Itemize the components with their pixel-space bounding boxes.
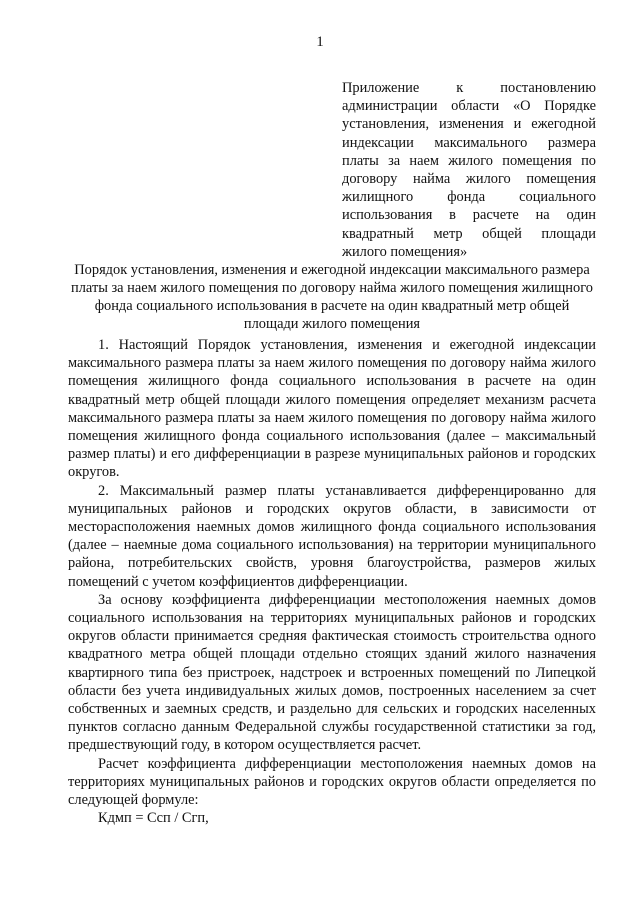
document-body: [68, 336, 596, 827]
formula: Кдмп = Сcп / Сгп,: [98, 810, 209, 827]
paragraph-3: За основу коэффициента дифференциации местоположения наемных домов социального использования на территориях муниципальных районов и городских округов области принимается средняя фактическая стоимость строительства одного квадратного метра общей площади отдельно стоящих зданий жилого назначения квартирного типа без пристроек, надстроек и встроенных помещений по Липецкой области без учета индивидуальных жилых домов, построенных населением за счет собственных и заемных средств, и раздельно для сельских и городских населенных пунктов согласно данным Федеральной службы государственной статистики за год, предшествующий году, в котором осуществляется расчет.: [68, 591, 596, 754]
annex-note: Приложение к постановлению администрации области «О Порядке установления, изменения и ежегодной индексации максимального размера платы за наем жилого помещения по договору найма жилого помещения жилищного фонда социального использования в расчете на один квадратный метр общей площади жилого помещения»: [342, 80, 596, 260]
paragraph-4: Расчет коэффициента дифференциации местоположения наемных домов на территориях муниципальных районов и городских округов области определяется по следующей формуле:: [68, 755, 596, 809]
page-number: 1: [316, 34, 324, 50]
paragraph-1: 1. Настоящий Порядок установления, изменения и ежегодной индексации максимального размера платы за наем жилого помещения по договору найма жилого помещения жилищного фонда социального использования в расчете на один квадратный метр общей площади жилого помещения определяет механизм расчета максимального размера платы за наем жилого помещения по договору найма жилого помещения жилищного фонда социального использования (далее – максимальный размер платы) и его дифференциации в разрезе муниципальных районов и городских округов.: [68, 337, 596, 481]
document-title: Порядок установления, изменения и ежегодной индексации максимального размера платы за наем жилого помещения по договору найма жилого помещения жилищного фонда социального использования в расчете на один квадратный метр общей площади жилого помещения: [71, 262, 593, 332]
paragraph-2: 2. Максимальный размер платы устанавливается дифференцированно для муниципальных районов и городских округов области, в зависимости от месторасположения наемных домов жилищного фонда социального использования (далее – наемные дома социального использования) на территории муниципального района, потребительских свойств, уровня благоустройства, размеров жилых помещений с учетом коэффициентов дифференциации.: [68, 482, 596, 590]
